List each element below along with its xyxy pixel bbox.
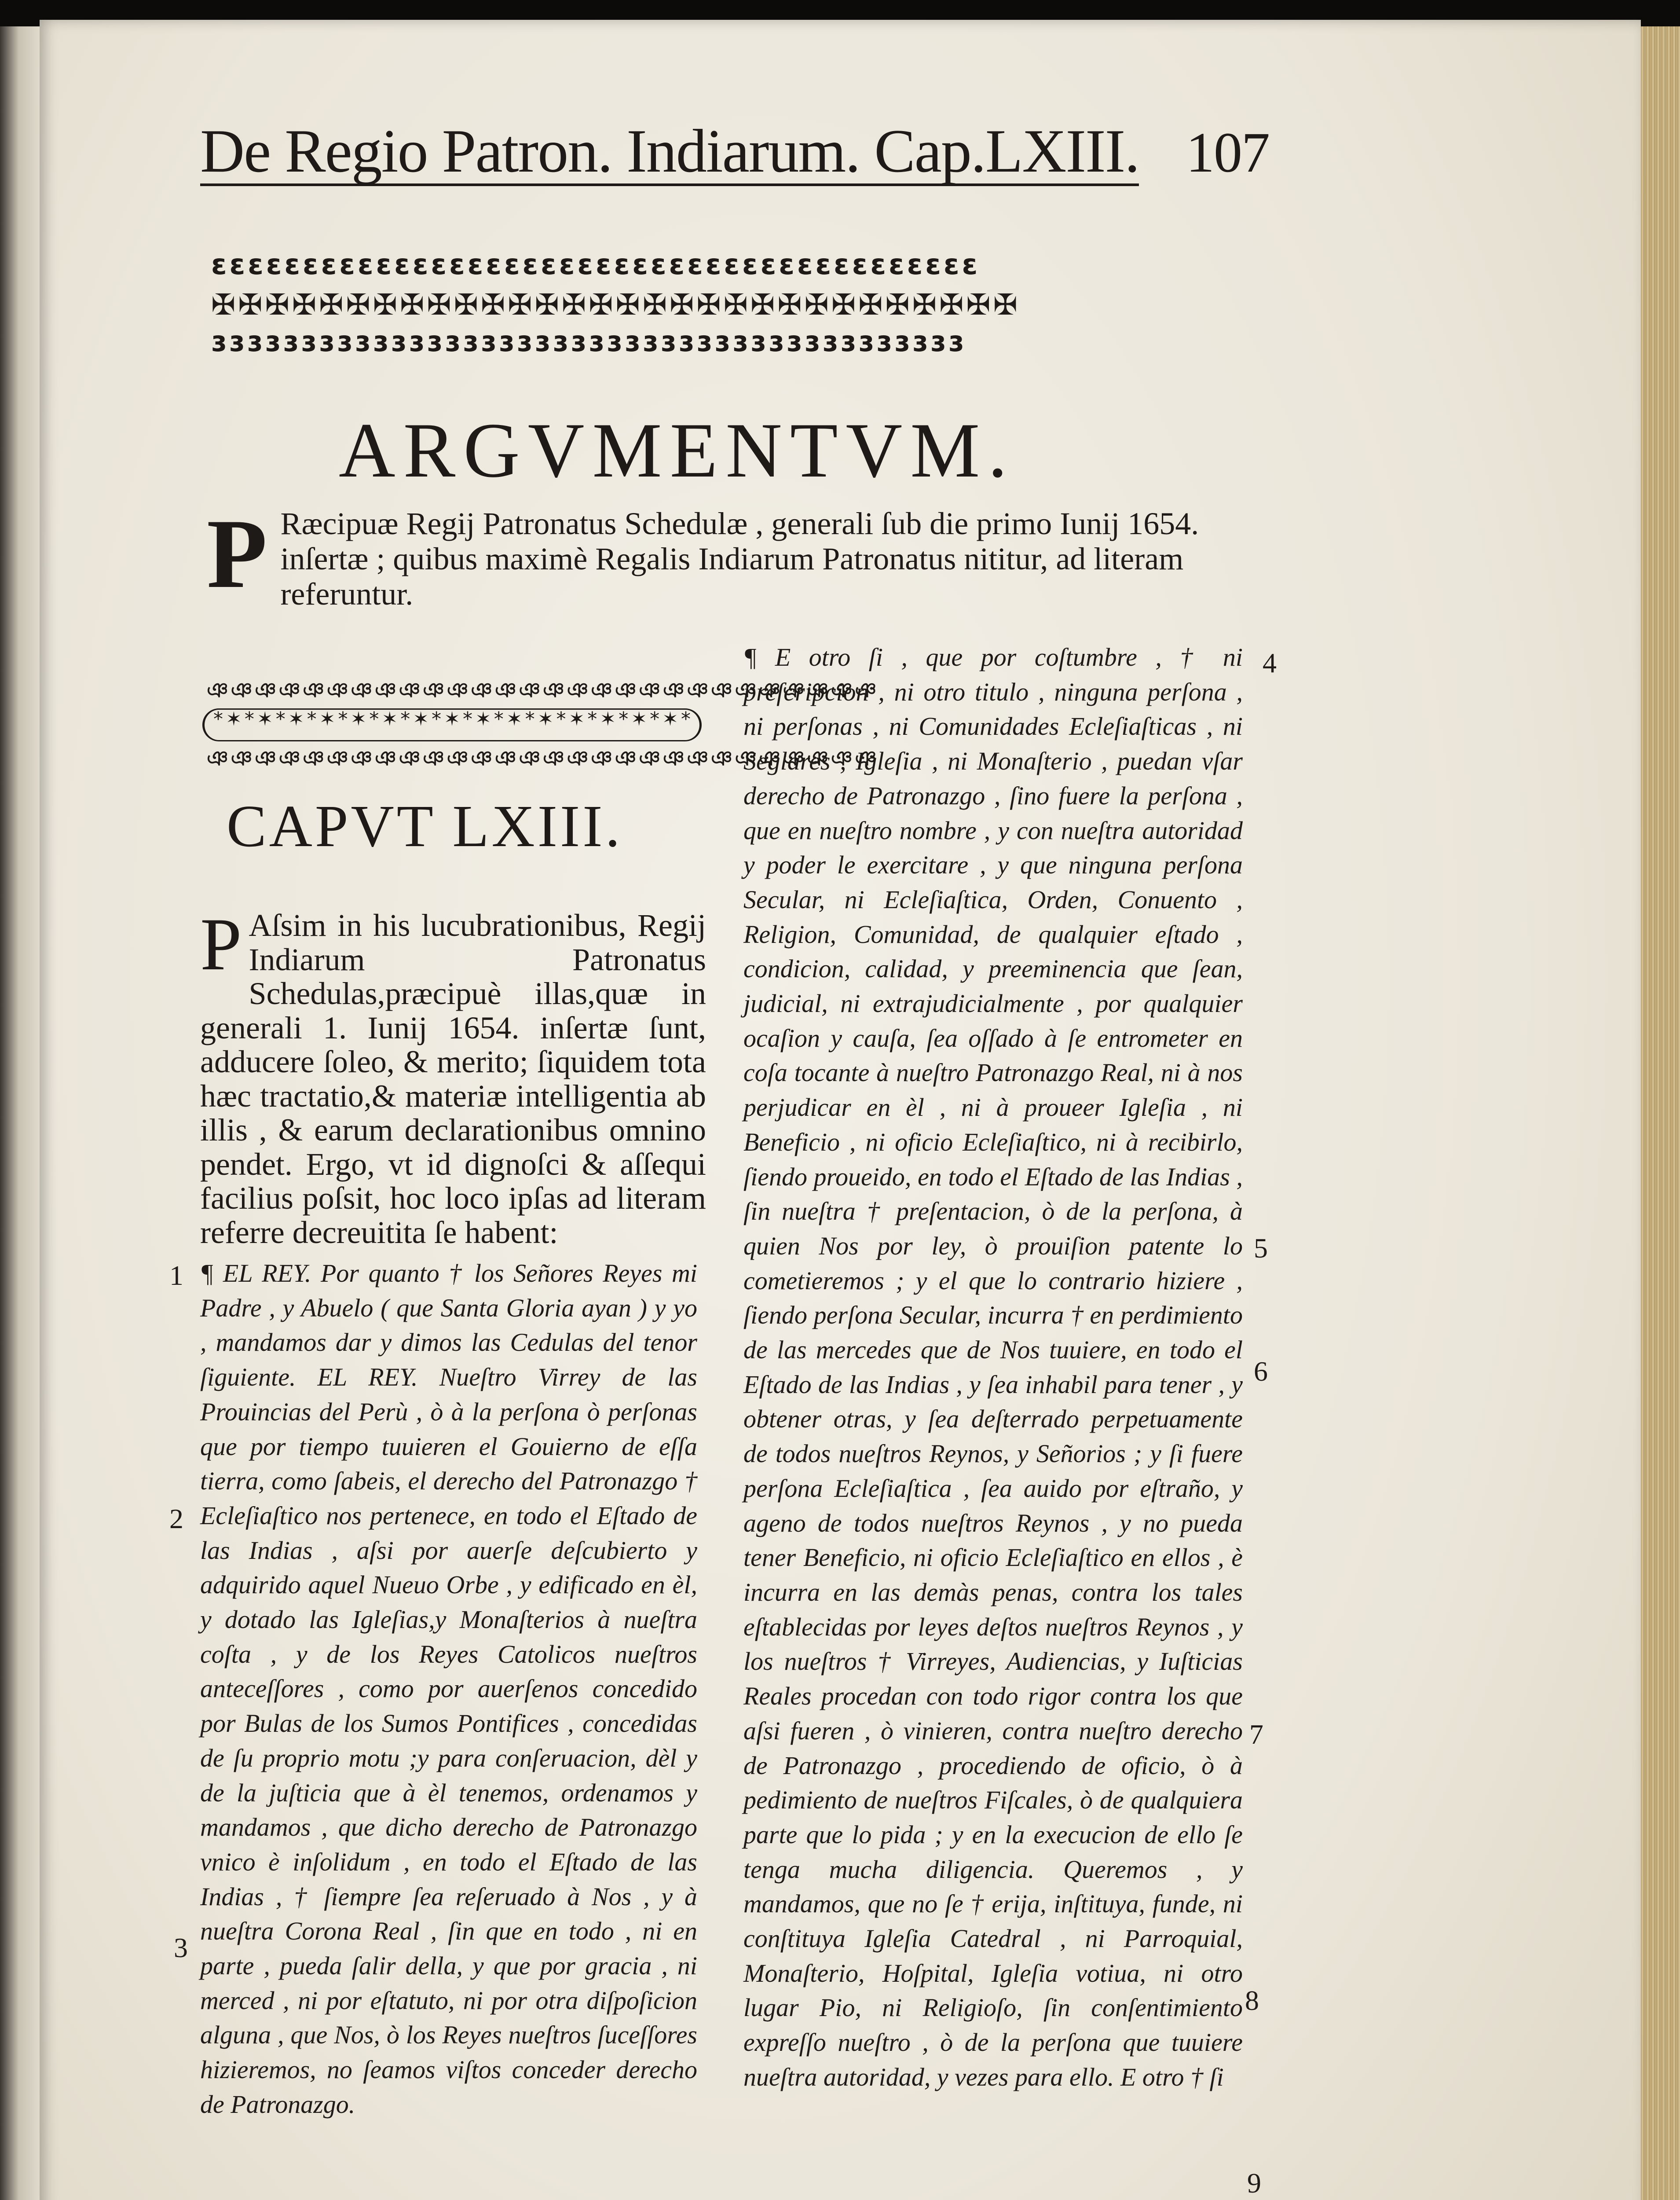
argumentum-text: Ræcipuæ Regij Patronatus Schedulæ , generali ſub die primo Iunij 1654. inſertæ ; quibus maximè Regalis Indiarum Patronatus nititur, ad literam referuntur. — [280, 506, 1199, 612]
ornament-band-top-1: ɛɛɛɛɛɛɛɛɛɛɛɛɛɛɛɛɛɛɛɛɛɛɛɛɛɛɛɛɛɛɛɛɛɛɛɛɛɛɛɛɛɛ — [211, 249, 981, 281]
right-column-text: ¶ E otro ſi , que por coſtumbre , † ni preſcripcion , ni otro titulo , ninguna perſona , ni perſonas , ni Comunidades Ecleſiaſticas , ni Seglares , Igleſia , ni Monaſterio , puedan vſar derecho de Patronazgo , ſino fuere la perſona , que en nueſtro nombre , y con nueſtra autoridad y poder le exercitare , y que ninguna perſona Secular, ni Ecleſiaſtica, Orden, Conuento , Religion, Comunidad, de qualquier eſtado , condicion, calidad, y preeminencia que ſean, judicial, ni extrajudicialmente , por qualquier ocaſion y cauſa, ſea oſſado à ſe entrometer en coſa tocante à nueſtro Patronazgo Real, ni à nos perjudicar en èl , ni à proueer Igleſia , ni Beneficio , ni oficio Ecleſiaſtico, ni à recibirlo, ſiendo proueido, en todo el Eſtado de las Indias , ſin nueſtra † preſentacion, ò de la perſona, à quien Nos por ley, ò prouiſion patente lo cometieremos ; y el que lo contrario hiziere , ſiendo perſona Secular, incurra † en perdimiento de las mercedes que de Nos tuuiere, en todo el Eſtado de las Indias , y ſea inhabil para tener , y obtener otras, y ſea deſterrado perpetuamente de todos nueſtros Reynos, y Señorios ; y ſi fuere perſona Ecleſiaſtica , ſea auido por eſtraño, y ageno de todos nueſtros Reynos , y no pueda tener Beneficio, ni oficio Ecleſiaſtico en ellos , è incurra en las demàs penas, contra los tales eſtablecidas por leyes deſtos nueſtros Reynos , y los nueſtros † Virreyes, Audiencias, y Iuſticias Reales procedan con todo rigor contra los que aſsi fueren , ò vinieren, contra nueſtro derecho de Patronazgo , procediendo de oficio, ò à pedimiento de nueſtros Fiſcales, ò de qualquiera parte que lo pida ; y en la execucion de ello ſe tenga mucha diligencia. Queremos , y mandamos, que no ſe † erija, inſtituya, funde, ni conſtituya Igleſia Catedral , ni Parroquial, Monaſterio, Hoſpital, Igleſia votiua, ni otro lugar Pio, ni Religioſo, ſin conſentimiento expreſſo nueſtro , ò de la perſona que tuuiere nueſtra autoridad, y vezes para ello. E otro † ſi — [743, 643, 1243, 2091]
margin-note-number: 7 — [1249, 1719, 1263, 1750]
margin-note-number: 9 — [1247, 2167, 1261, 2199]
page-number: 107 — [1186, 121, 1269, 184]
margin-note-number: 1 — [169, 1260, 183, 1291]
margin-note-number: 6 — [1254, 1356, 1268, 1387]
chapter-heading: CAPVT LXIII. — [227, 793, 623, 859]
margin-note-number: 3 — [174, 1932, 188, 1963]
intro-drop-initial: P — [200, 903, 242, 986]
intro-text: Aſsim in his lucubrationibus, Regij Indiarum Patronatus Schedulas,præcipuè illas,quæ in generali 1. Iunij 1654. inſertæ ſunt, adducere ſoleo, & merito; ſiquidem tota hæc tractatio,& materiæ intelligentia ab illis , & earum declarationibus omnino pendet. Ergo, vt id dignoſci & aſſequi facilius poſsit, hoc loco ipſas ad literam referre decreuitita ſe habent: — [200, 908, 706, 1250]
ornament-band-top-2: ✠✠✠✠✠✠✠✠✠✠✠✠✠✠✠✠✠✠✠✠✠✠✠✠✠✠✠✠✠✠ — [211, 288, 1021, 322]
margin-note-number: 5 — [1254, 1232, 1268, 1264]
intro-paragraph — [200, 903, 706, 1261]
argumentum-heading: ARGVMENTVM. — [339, 407, 1015, 494]
margin-note-number: 8 — [1245, 1985, 1259, 2016]
running-head-title: De Regio Patron. Indiarum. Cap.LXIII. — [200, 117, 1139, 185]
margin-note-number: 4 — [1263, 647, 1277, 678]
argumentum-summary — [207, 499, 1258, 634]
left-column-text: ¶ EL REY. Por quanto † los Señores Reyes mi Padre , y Abuelo ( que Santa Gloria ayan ) y yo , mandamos dar y dimos las Cedulas del tenor ſiguiente. EL REY. Nueſtro Virrey de las Prouincias del Perù , ò à la perſona ò perſonas que por tiempo tuuieren el Gouierno de eſſa tierra, como ſabeis, el derecho del Patronazgo † Ecleſiaſtico nos pertenece, en todo el Eſtado de las Indias , aſsi por auerſe deſcubierto y adquirido aquel Nueuo Orbe , y edificado en èl, y dotado las Igleſias,y Monaſterios à nueſtra coſta , y de los Reyes Catolicos nueſtros anteceſſores , como por auerſenos concedido por Bulas de los Sumos Pontifices , concedidas de ſu proprio motu ;y para conſeruacion, dèl y de la juſticia que à èl tenemos, ordenamos y mandamos , que dicho derecho de Patronazgo vnico è inſolidum , en todo el Eſtado de las Indias , † ſiempre ſea reſeruado à Nos , y à nueſtra Corona Real , ſin que en todo , ni en parte , pueda ſalir della, y que por gracia , ni merced , ni por eſtatuto, ni por otra diſpoſicion alguna , que Nos, ò los Reyes nueſtros ſuceſſores hizieremos, no ſeamos viſtos conceder derecho de Patronazgo. — [200, 1259, 697, 2119]
ornament-band-caput-2: *✶*✶*✶*✶*✶*✶*✶*✶*✶*✶*✶*✶*✶*✶*✶* — [202, 708, 702, 741]
ornament-band-caput-1: ঞঞঞঞঞঞঞঞঞঞঞঞঞঞঞঞঞঞঞঞঞঞঞঞঞঞঞঞ — [207, 678, 879, 702]
argumentum-drop-initial: P — [207, 499, 267, 609]
ornament-band-top-3: ɜɜɜɜɜɜɜɜɜɜɜɜɜɜɜɜɜɜɜɜɜɜɜɜɜɜɜɜɜɜɜɜɜɜɜɜɜɜɜɜɜɜ — [211, 326, 966, 358]
running-head — [200, 119, 1269, 207]
margin-note-number: 2 — [169, 1503, 183, 1534]
facing-page-edge — [0, 26, 42, 2200]
ornament-band-caput-3: ঞঞঞঞঞঞঞঞঞঞঞঞঞঞঞঞঞঞঞঞঞঞঞঞঞঞঞঞ — [207, 746, 879, 770]
